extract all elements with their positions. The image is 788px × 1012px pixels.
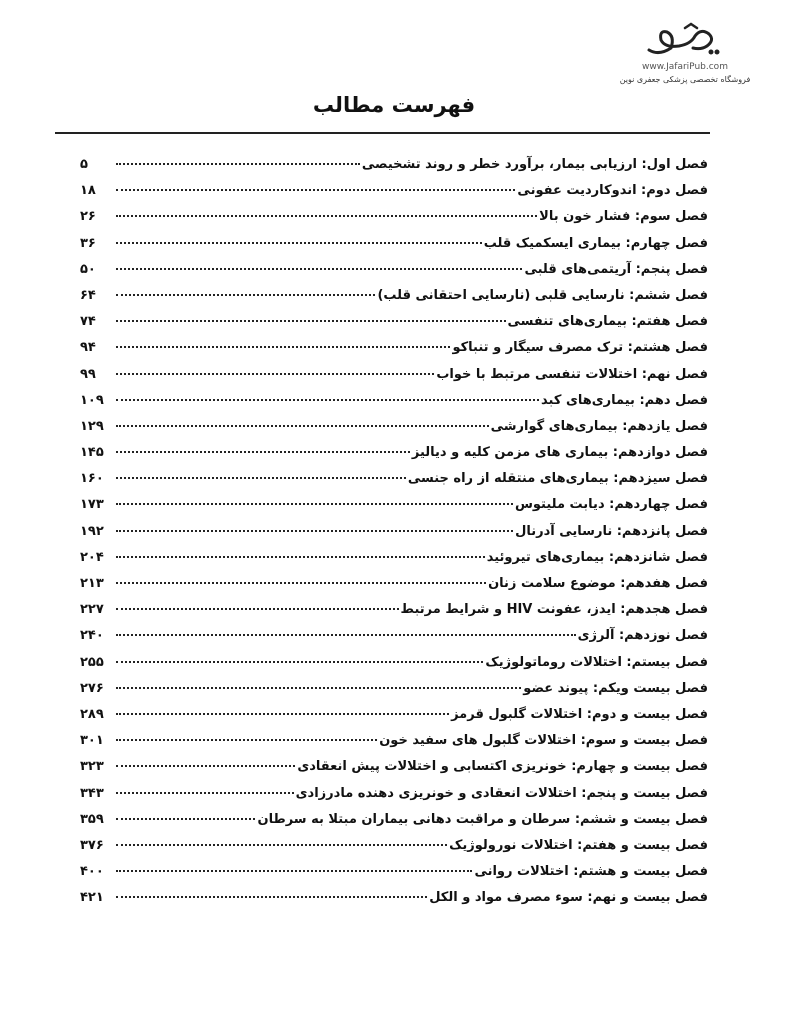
toc-entry-title: فصل اول: ارزیابی بیمار، برآورد خطر و روند تشخیصی: [361, 157, 708, 172]
toc-entry-page: ۷۴: [80, 314, 96, 330]
toc-leader-dots: [116, 451, 410, 453]
toc-entry: [80, 314, 708, 340]
toc-entry-title: فصل بیست و پنجم: اختلالات انعقادی و خونریزی دهنده مادرزادی: [295, 785, 708, 801]
toc-leader-dots: [116, 268, 522, 270]
toc-entry: [80, 393, 708, 419]
toc-leader-dots: [116, 425, 489, 427]
toc-leader-dots: [116, 792, 294, 794]
toc-leader-dots: [116, 844, 447, 846]
toc-entry: [80, 655, 708, 681]
toc-entry-page: ۲۴۰: [80, 628, 104, 644]
toc-leader-dots: [116, 818, 255, 820]
toc-leader-dots: [116, 870, 472, 872]
toc-leader-dots: [116, 503, 513, 505]
toc-entry-title: فصل بیستم: اختلالات روماتولوژیک: [485, 654, 708, 670]
toc-entry-page: ۱۴۵: [80, 445, 104, 461]
toc-entry-page: ۲۷۶: [80, 680, 104, 696]
toc-leader-dots: [116, 215, 537, 217]
toc-entry-title: فصل پنجم: آریتمی‌های قلبی: [524, 261, 708, 277]
toc-entry-page: ۲۲۷: [80, 602, 104, 618]
page-title: فهرست مطالب: [312, 93, 476, 117]
toc-entry-title: فصل دهم: بیماری‌های کبد: [541, 392, 708, 408]
toc-entry: [80, 550, 708, 576]
toc-entry-page: ۹۴: [80, 340, 96, 356]
toc-entry: [80, 157, 708, 183]
toc-entry: [80, 497, 708, 523]
toc-leader-dots: [116, 896, 427, 898]
toc-entry-page: ۱۹۲: [80, 523, 104, 539]
toc-leader-dots: [116, 320, 506, 322]
toc-entry-title: فصل چهارم: بیماری ایسکمیک قلب: [483, 235, 708, 251]
toc-entry-title: فصل بیست و چهارم: خونریزی اکتسابی و اختلالات پیش انعقادی: [297, 759, 708, 775]
toc-entry: [80, 786, 708, 812]
publisher-url: www.JafariPub.com: [642, 62, 728, 72]
toc-entry-title: فصل پانزدهم: نارسایی آدرنال: [515, 523, 708, 539]
toc-entry-page: ۳۲۳: [80, 759, 104, 775]
toc-entry-page: ۱۸: [80, 183, 96, 199]
toc-entry-title: فصل شانزدهم: بیماری‌های تیروئید: [486, 549, 708, 565]
toc-entry-page: ۴۰۰: [80, 864, 104, 880]
toc-entry-title: فصل یازدهم: بیماری‌های گوارشی: [490, 418, 708, 434]
toc-entry-page: ۹۹: [80, 366, 96, 382]
toc-entry-page: ۳۷۶: [80, 837, 104, 853]
toc-entry: [80, 628, 708, 654]
toc-leader-dots: [116, 346, 450, 348]
toc-entry: [80, 236, 708, 262]
toc-entry: [80, 890, 708, 916]
toc-leader-dots: [116, 399, 539, 401]
title-divider: [55, 132, 710, 134]
toc-entry: [80, 471, 708, 497]
toc-entry-page: ۵۰: [80, 261, 96, 277]
toc-entry: [80, 864, 708, 890]
toc-entry: [80, 183, 708, 209]
toc-entry: [80, 209, 708, 235]
toc-entry-title: فصل بیست و دوم: اختلالات گلبول قرمز: [451, 706, 708, 722]
toc-entry-title: فصل نوزدهم: آلرژی: [577, 628, 708, 644]
toc-leader-dots: [116, 530, 513, 532]
toc-entry-page: ۳۶: [80, 235, 96, 251]
toc-entry: [80, 367, 708, 393]
toc-entry-page: ۲۸۹: [80, 706, 104, 722]
toc-entry-page: ۱۲۹: [80, 418, 104, 434]
toc-leader-dots: [116, 713, 449, 715]
toc-leader-dots: [116, 765, 295, 767]
toc-entry-page: ۱۰۹: [80, 392, 104, 408]
toc-leader-dots: [116, 608, 399, 610]
toc-leader-dots: [116, 477, 406, 479]
toc-entry-title: فصل هفدهم: موضوع سلامت زنان: [488, 576, 708, 591]
toc-entry-title: فصل بیست و سوم: اختلالات گلبول های سفید خون: [379, 733, 708, 749]
toc-entry-title: فصل ششم: نارسایی قلبی (نارسایی احتقانی قلب): [377, 287, 708, 303]
toc-entry-page: ۳۵۹: [80, 811, 104, 827]
toc-entry-title: فصل چهاردهم: دیابت ملیتوس: [514, 497, 708, 513]
publisher-logo: [610, 22, 760, 94]
toc-entry-title: فصل بیست و هشتم: اختلالات روانی: [474, 864, 708, 880]
toc-entry: [80, 340, 708, 366]
toc-leader-dots: [116, 739, 377, 741]
toc-entry: [80, 812, 708, 838]
toc-entry-title: فصل دوم: اندوکاردیت عفونی: [517, 183, 708, 199]
toc-leader-dots: [116, 163, 360, 165]
toc-entry: [80, 576, 708, 602]
toc-entry-page: ۳۴۳: [80, 785, 104, 801]
toc-entry-page: ۴۲۱: [80, 890, 104, 906]
toc-entry: [80, 733, 708, 759]
toc-leader-dots: [116, 687, 521, 689]
toc-entry-title: فصل بیست ویکم: پیوند عضو: [523, 680, 708, 696]
toc-entry-page: ۲۱۳: [80, 576, 104, 591]
toc-entry-page: ۱۷۳: [80, 497, 104, 513]
toc-leader-dots: [116, 661, 483, 663]
toc-entry: [80, 419, 708, 445]
toc-entry: [80, 602, 708, 628]
toc-entry-page: ۲۶: [80, 209, 96, 225]
jafari-logo-icon: [645, 22, 725, 60]
toc-entry-page: ۲۰۴: [80, 549, 104, 565]
toc-entry-title: فصل هشتم: ترک مصرف سیگار و تنباکو: [452, 340, 708, 356]
toc-leader-dots: [116, 582, 486, 584]
toc-leader-dots: [116, 294, 375, 296]
toc-entry-title: فصل بیست و ششم: سرطان و مراقبت دهانی بیماران مبتلا به سرطان: [257, 811, 708, 827]
toc-entry-page: ۱۶۰: [80, 471, 104, 487]
toc-leader-dots: [116, 189, 515, 191]
toc-entry: [80, 288, 708, 314]
toc-entry-page: ۳۰۱: [80, 733, 104, 749]
toc-leader-dots: [116, 242, 482, 244]
toc-entry: [80, 445, 708, 471]
publisher-subtitle: فروشگاه تخصصی پزشکی جعفری نوین: [619, 75, 751, 84]
toc-leader-dots: [116, 373, 434, 375]
toc-entry: [80, 838, 708, 864]
toc-entry-title: فصل هفتم: بیماری‌های تنفسی: [507, 314, 708, 330]
toc-entry-title: فصل هجدهم: ایدز، عفونت HIV و شرایط مرتبط: [400, 602, 708, 618]
toc-entry: [80, 681, 708, 707]
toc-entry: [80, 524, 708, 550]
toc-entry: [80, 759, 708, 785]
toc-leader-dots: [116, 556, 485, 558]
toc-entry-page: ۵: [80, 157, 88, 172]
toc-entry-title: فصل بیست و هفتم: اختلالات نورولوژیک: [449, 837, 708, 853]
toc-entry-title: فصل بیست و نهم: سوء مصرف مواد و الکل: [429, 890, 708, 906]
toc-entry-title: فصل دوازدهم: بیماری های مزمن کلیه و دیالیز: [411, 445, 708, 461]
toc-leader-dots: [116, 634, 576, 636]
toc-entry-title: فصل سوم: فشار خون بالا: [539, 209, 708, 225]
table-of-contents: [80, 157, 708, 916]
toc-entry-page: ۲۵۵: [80, 654, 104, 670]
toc-entry: [80, 707, 708, 733]
toc-entry-title: فصل سیزدهم: بیماری‌های منتقله از راه جنسی: [407, 471, 708, 487]
toc-entry-page: ۶۴: [80, 287, 96, 303]
toc-entry-title: فصل نهم: اختلالات تنفسی مرتبط با خواب: [436, 366, 708, 382]
toc-entry: [80, 262, 708, 288]
